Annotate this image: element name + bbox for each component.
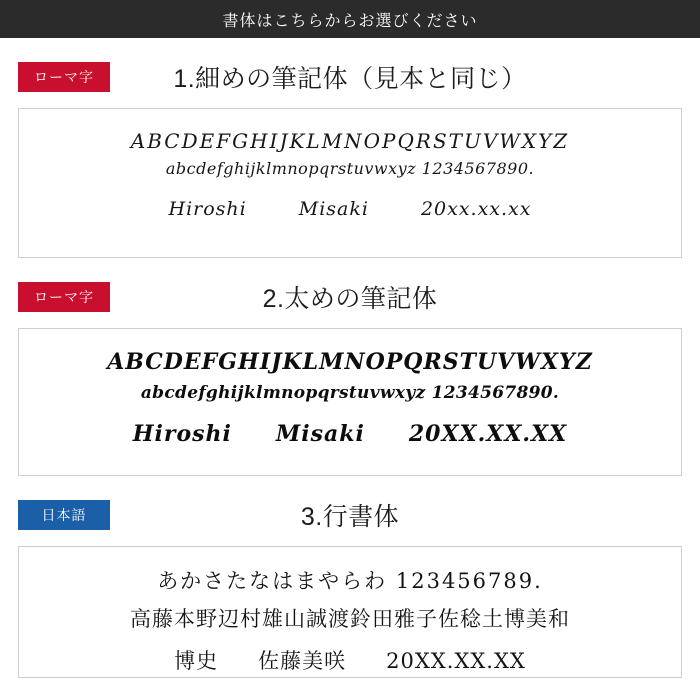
lowercase-specimen: abcdefghijklmnopqrstuvwxyz 1234567890. bbox=[165, 159, 535, 178]
script-type-tag: 日本語 bbox=[18, 500, 110, 530]
date-sample: 20xx.xx.xx bbox=[420, 198, 532, 220]
font-option-3-header bbox=[18, 492, 682, 538]
name-samples bbox=[29, 645, 671, 675]
font-option-2-sample-box bbox=[18, 328, 682, 476]
font-option-1[interactable] bbox=[0, 54, 700, 258]
font-option-3-title: 3.行書体 bbox=[300, 503, 400, 531]
name-sample-2: Misaki bbox=[298, 198, 369, 220]
font-option-3-sample-box bbox=[18, 546, 682, 678]
lowercase-specimen: abcdefghijklmnopqrstuvwxyz 1234567890. bbox=[140, 383, 560, 403]
name-sample-1: Hiroshi bbox=[168, 198, 247, 220]
kanji-specimen: 高藤本野辺村雄山誠渡鈴田雅子佐稔土博美和 bbox=[130, 607, 570, 631]
date-sample: 20XX.XX.XX bbox=[386, 649, 526, 673]
font-option-3[interactable] bbox=[0, 492, 700, 678]
name-samples bbox=[29, 198, 671, 220]
script-type-tag: ローマ字 bbox=[18, 62, 110, 92]
name-samples bbox=[29, 421, 671, 447]
uppercase-specimen: ABCDEFGHIJKLMNOPQRSTUVWXYZ bbox=[107, 349, 593, 375]
script-type-tag: ローマ字 bbox=[18, 282, 110, 312]
name-sample-1: Hiroshi bbox=[132, 421, 232, 447]
name-sample-2: 佐藤美咲 bbox=[258, 649, 347, 673]
page-title: 書体はこちらからお選びください bbox=[222, 12, 478, 30]
font-option-2-header bbox=[18, 274, 682, 320]
page-header bbox=[0, 0, 700, 38]
date-sample: 20XX.XX.XX bbox=[408, 421, 568, 447]
kana-specimen: あかさたなはまやらわ 123456789. bbox=[157, 569, 543, 593]
name-sample-1: 博史 bbox=[174, 649, 219, 673]
name-sample-2: Misaki bbox=[275, 421, 365, 447]
font-option-1-title: 1.細めの筆記体（見本と同じ） bbox=[173, 65, 527, 93]
font-option-1-sample-box bbox=[18, 108, 682, 258]
font-option-2-title: 2.太めの筆記体 bbox=[262, 285, 438, 313]
uppercase-specimen: ABCDEFGHIJKLMNOPQRSTUVWXYZ bbox=[130, 129, 570, 153]
font-option-1-header bbox=[18, 54, 682, 100]
font-option-2[interactable] bbox=[0, 274, 700, 476]
